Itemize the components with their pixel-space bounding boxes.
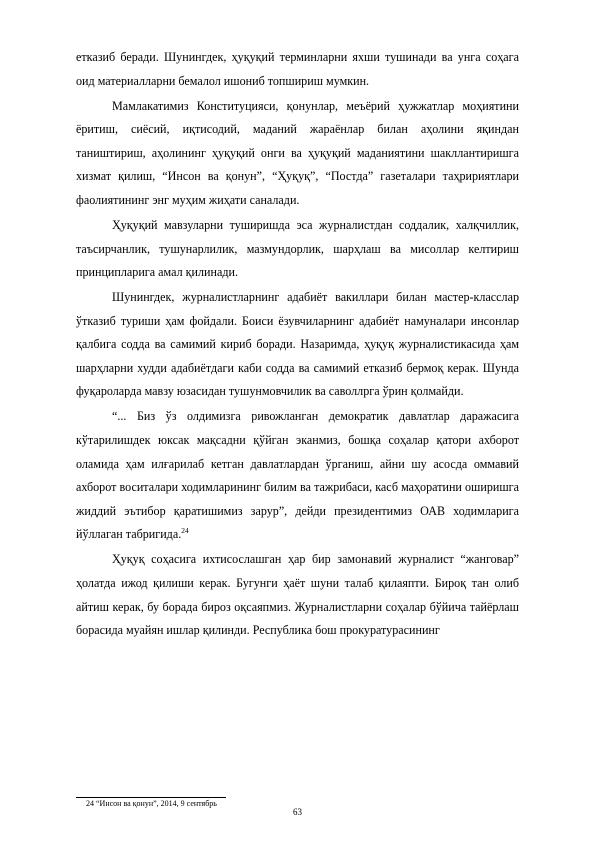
- footnote-reference[interactable]: 24: [181, 526, 189, 536]
- paragraph-3: Ҳуқуқий мавзуларни туширишда эса журналистдан соддалик, халқчиллик, таъсирчанлик, тушунарлилик, мазмундорлик, шарҳлаш ва мисоллар келтириш принципларига амал қилинади.: [76, 217, 519, 280]
- paragraph-2: Мамлакатимиз Конституцияси, қонунлар, меъёрий ҳужжатлар моҳиятини ёритиш, сиёсий, иқтисодий, маданий жараёнлар билан аҳолини яқиндан таништириш, аҳолининг ҳуқуқий онги ва ҳуқуқий маданиятини шакллантиришга хизмат қилиш, “Инсон ва қонун”, “Ҳуқуқ”, “Постда” газеталари таҳририятлари фаолиятининг энг муҳим жиҳати саналади.: [76, 98, 519, 207]
- body-text: [76, 46, 519, 644]
- paragraph-1: етказиб беради. Шунингдек, ҳуқуқий терминларни яхши тушинади ва унга соҳага оид материалларни бемалол ишониб топшириш мумкин.: [76, 50, 519, 88]
- paragraph-5-text: “... Биз ўз олдимизга ривожланган демократик давлатлар даражасига кўтарилишдек юксак мақсадни қўйган эканмиз, бошқа соҳалар қатори ахборот оламида ҳам илғарилаб кетган давлатлардан ўрганиш, айни шу асосда оммавий ахборот воситалари ходимларининг билим ва тажрибаси, касб маҳоратини оширишга жиддий эътибор қаратишимиз зарур”, дейди президентимиз ОАВ ходимларига йўллаган табригида.: [76, 409, 519, 542]
- footnote: 24 “Инсон ва қонун”, 2014, 9 сентябрь: [86, 799, 217, 808]
- paragraph-6: Ҳуқуқ соҳасига ихтисослашган ҳар бир замонавий журналист “жанговар” ҳолатда ижод қилиши керак. Бугунги ҳаёт шуни талаб қилаяпти. Бироқ тан олиб айтиш керак, бу борада бироз оқсаяпмиз. Журналистларни соҳалар бўйича тайёрлаш борасида муайян ишлар қилинди. Республика бош прокуратурасининг: [76, 552, 519, 638]
- footnote-divider: [76, 797, 226, 798]
- paragraph-5: [76, 405, 519, 547]
- paragraph-4: Шунингдек, журналистларнинг адабиёт вакиллари билан мастер-класслар ўтказиб туриши ҳам фойдали. Боиси ёзувчиларнинг адабиёт намуналари инсонлар қалбига содда ва самимий кириб боради. Назаримда, ҳуқуқ журналистикасида ҳам шарҳларни худди адабиётдаги каби содда ва самимий етказиб бермоқ керак. Шунда фуқароларда мавзу юзасидан тушунмовчилик ва саволлрга ўрин қолмайди.: [76, 290, 519, 399]
- page-number: 63: [293, 807, 302, 817]
